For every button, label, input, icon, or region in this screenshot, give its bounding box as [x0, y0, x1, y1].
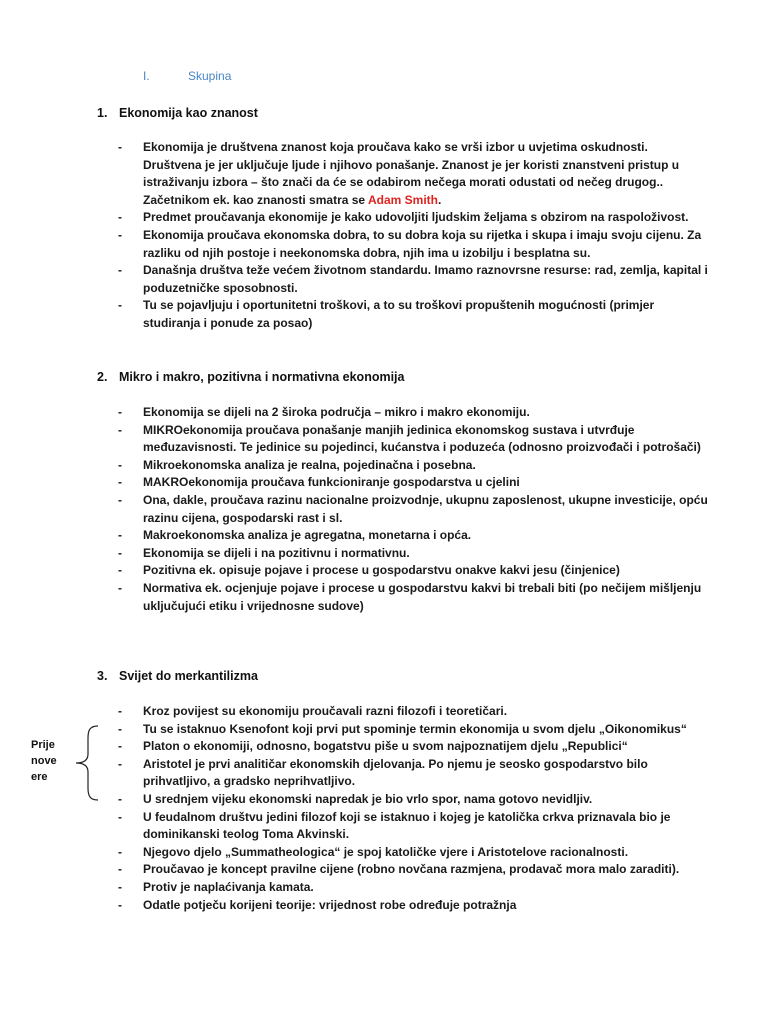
list-item: - Mikroekonomska analiza je realna, pojedinačna i posebna. — [118, 457, 476, 472]
list-item: - U feudalnom društvu jedini filozof koji se istaknuo i kojeg je katolička crkva priznavala bio je dominikanski teolog Toma Akvinski. — [118, 809, 671, 842]
list-item: - Platon o ekonomiji, odnosno, bogatstvu piše u svom najpoznatijem djelu „Republici“ — [118, 739, 628, 754]
list-item: - Tu se istaknuo Ksenofont koji prvi put spominje termin ekonomija u svom djelu „Oikonomikus“ — [118, 721, 687, 736]
margin-note: Prije nove ere — [31, 739, 57, 783]
highlight-name: Adam Smith — [367, 192, 438, 207]
section-3-list — [118, 703, 708, 914]
list-item: - Pozitivna ek. opisuje pojave i procese u gospodarstvu onakve kakvi jesu (činjenice) — [118, 563, 620, 578]
list-item: - Makroekonomska analiza je agregatna, monetarna i opća. — [118, 528, 472, 543]
list-item: - MAKROekonomija proučava funkcioniranje gospodarstva u cjelini — [118, 475, 520, 490]
list-item: - Tu se pojavljuju i oportunitetni troškovi, a to su troškovi propuštenih mogućnosti (primjer studiranja i ponude za posao) — [118, 298, 655, 330]
list-item: - Odatle potječu korijeni teorije: vrijednost robe određuje potražnja — [118, 897, 517, 912]
list-item: - Ekonomija proučava ekonomska dobra, to su dobra koja su rijetka i skupa i imaju svoju cijenu. Za razliku od njih postoje i neekonomska dobra, njih ima u izobilju i besplatna su. — [118, 227, 702, 260]
section-3-title: 3. Svijet do merkantilizma — [97, 669, 258, 683]
section-2-list — [118, 404, 708, 615]
list-item: - Ekonomija se dijeli na 2 široka područja – mikro i makro ekonomiju. — [118, 405, 530, 419]
list-item: - Ona, dakle, proučava razinu nacionalne proizvodnje, ukupnu zaposlenost, ukupne investicije, opću razinu cijena, gospodarski rast i sl. — [118, 492, 708, 525]
list-item: - Ekonomija se dijeli i na pozitivnu i normativnu. — [118, 545, 410, 560]
list-item: - Kroz povijest su ekonomiju proučavali razni filozofi i teoretičari. — [118, 704, 508, 718]
section-2-title: 2. Mikro i makro, pozitivna i normativna ekonomija — [97, 370, 405, 384]
section-1-list — [118, 139, 708, 333]
list-item: - Ekonomija je društvena znanost koja proučava kako se vrši izbor u uvjetima oskudnosti. Društvena je jer uključuje ljude i njihovo ponašanje. Znanost je jer koristi znanstveni pristup u istraživanju izbora – što znači da će se odabirom nečega morati odustati od nečeg drugog.. Začetnikom ek. kao znanosti smatra se Adam Smith. — [118, 140, 680, 207]
curly-brace-icon — [72, 724, 102, 802]
list-item: - Današnja društva teže većem životnom standardu. Imamo raznovrsne resurse: rad, zemlja, kapital i poduzetničke sposobnosti. — [118, 263, 708, 295]
list-item: - Proučavao je koncept pravilne cijene (robno novčana razmjena, prodavač mora malo zaraditi). — [118, 862, 680, 877]
list-item: - Protiv je naplaćivanja kamata. — [118, 879, 314, 894]
list-item: - Aristotel je prvi analitičar ekonomskih djelovanja. Po njemu je seosko gospodarstvo bilo prihvatljivo, a gradsko neprihvatljivo. — [118, 756, 648, 789]
list-item: - U srednjem vijeku ekonomski napredak je bio vrlo spor, nama gotovo nevidljiv. — [118, 791, 593, 806]
section-1-title: 1. Ekonomija kao znanost — [97, 106, 258, 120]
list-item: - Normativa ek. ocjenjuje pojave i procese u gospodarstvu kakvi bi trebali biti (po nečijem mišljenju uključujući etiku i vrijednosne sudove) — [118, 580, 702, 613]
list-item: - Predmet proučavanja ekonomije je kako udovoljiti ljudskim željama s obzirom na raspoloživost. — [118, 210, 689, 225]
part-title: Skupina — [188, 69, 232, 83]
part-number: I. — [143, 69, 150, 83]
part-heading — [143, 69, 231, 83]
list-item: - MIKROekonomija proučava ponašanje manjih jedinica ekonomskog sustava i utvrđuje međuzavisnosti. Te jedinice su pojedinci, kućanstva i poduzeća (odnosno proizvođači i potrošači) — [118, 422, 701, 455]
list-item: - Njegovo djelo „Summatheologica“ je spoj katoličke vjere i Aristotelove racionalnosti. — [118, 844, 629, 859]
